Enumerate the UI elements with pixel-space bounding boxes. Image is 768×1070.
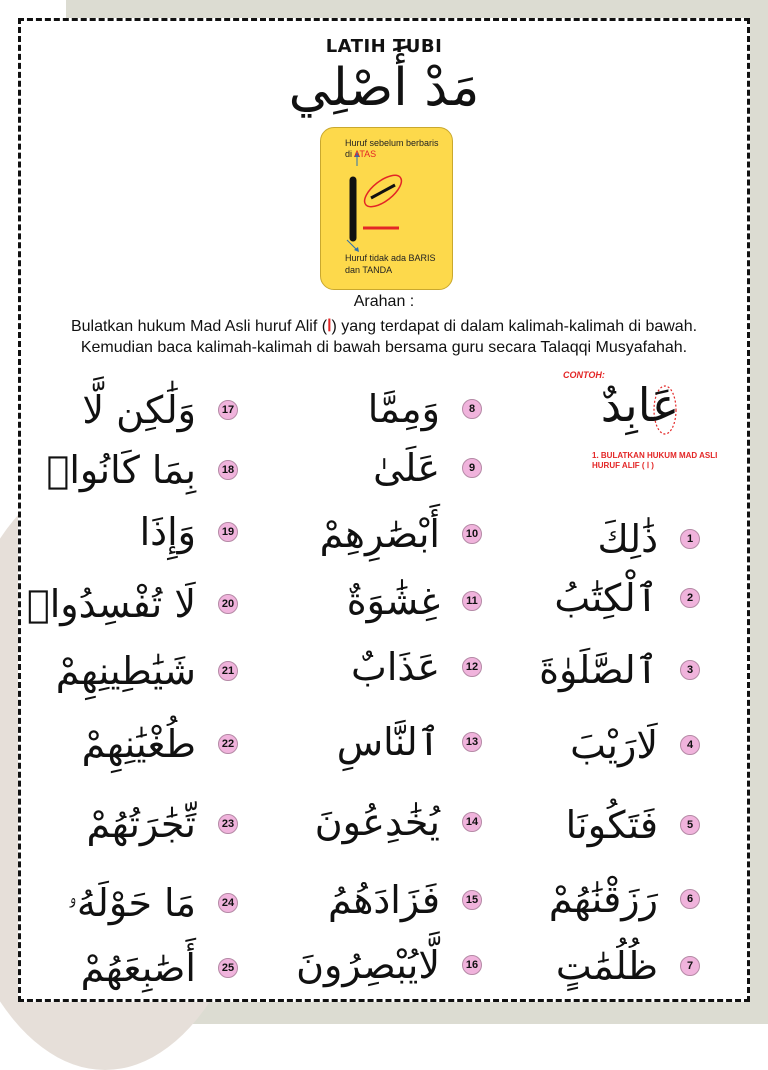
arabic-word: ظُلُمَٰتٍ — [555, 944, 658, 988]
example-label: CONTOH: — [563, 370, 605, 380]
instructions-heading: Arahan : — [353, 293, 415, 310]
arabic-word: ٱلْكِتَٰبُ — [554, 576, 658, 620]
arabic-word: عَذَابٌ — [351, 645, 440, 689]
word-item — [50, 384, 238, 436]
number-badge: 14 — [462, 812, 482, 832]
arabic-word: لَّايُبْصِرُونَ — [296, 943, 440, 987]
arabic-word: فَزَادَهُمُ — [328, 878, 440, 922]
arabic-word: ٱلنَّاسِ — [336, 720, 440, 764]
word-item — [470, 799, 700, 851]
example-word: عَابِدٌ — [600, 378, 680, 432]
number-badge: 15 — [462, 890, 482, 910]
number-badge: 8 — [462, 399, 482, 419]
page-title: LATIH TUBI — [325, 36, 443, 57]
example-note: 1. BULATKAN HUKUM MAD ASLI HURUF ALIF ( ا ) — [592, 451, 718, 470]
word-item — [280, 442, 482, 494]
arabic-word: شَيَٰطِينِهِمْ — [55, 649, 196, 693]
word-item — [280, 939, 482, 991]
number-badge: 9 — [462, 458, 482, 478]
arabic-word: عَلَىٰ — [373, 446, 440, 490]
number-badge: 6 — [680, 889, 700, 909]
word-item — [470, 940, 700, 992]
number-badge: 3 — [680, 660, 700, 680]
number-badge: 20 — [218, 594, 238, 614]
number-badge: 24 — [218, 893, 238, 913]
diagram-top-label: Huruf sebelum berbaris di ATAS — [345, 138, 439, 159]
word-item — [470, 572, 700, 624]
word-item — [50, 798, 238, 850]
number-badge: 4 — [680, 735, 700, 755]
arabic-word: رَزَقْنَٰهُمْ — [548, 877, 658, 921]
arabic-word: ٱلصَّلَوٰةَ — [539, 648, 658, 692]
word-item — [470, 644, 700, 696]
number-badge: 21 — [218, 661, 238, 681]
word-item — [26, 578, 238, 630]
arabic-word: طُغْيَٰنِهِمْ — [81, 722, 196, 766]
word-item — [46, 444, 238, 496]
arabic-word: وَإِذَا — [139, 510, 196, 554]
number-badge: 13 — [462, 732, 482, 752]
number-badge: 11 — [462, 591, 482, 611]
word-item — [470, 513, 700, 565]
number-badge: 1 — [680, 529, 700, 549]
word-item — [50, 877, 238, 929]
diagram-bottom-label: Huruf tidak ada BARIS dan TANDA — [345, 253, 436, 275]
number-badge: 16 — [462, 955, 482, 975]
instructions-line-2: Kemudian baca kalimah-kalimah di bawah bersama guru secara Talaqqi Musyafahah. — [80, 339, 688, 356]
number-badge: 22 — [218, 734, 238, 754]
arabic-word: وَلَٰكِن لَّا — [82, 388, 196, 432]
arabic-word: بِمَا كَانُوا۟ — [46, 448, 196, 492]
number-badge: 10 — [462, 524, 482, 544]
number-badge: 18 — [218, 460, 238, 480]
alif-highlight: ا — [327, 318, 332, 335]
arabic-word: لَا تُفْسِدُوا۟ — [26, 582, 196, 626]
word-item — [470, 719, 700, 771]
word-item — [280, 575, 482, 627]
arabic-word: تِّجَٰرَتُهُمْ — [86, 802, 196, 846]
word-item — [470, 873, 700, 925]
arabic-word: أَصَٰبِعَهُمْ — [80, 946, 196, 990]
arabic-title: مَدْ أَصْلِي — [288, 58, 480, 118]
instructions-line-1: Bulatkan hukum Mad Asli huruf Alif (ا) yang terdapat di dalam kalimah-kalimah di bawah. — [70, 318, 698, 335]
number-badge: 25 — [218, 958, 238, 978]
word-item — [280, 716, 482, 768]
number-badge: 23 — [218, 814, 238, 834]
word-item — [280, 874, 482, 926]
word-item — [50, 645, 238, 697]
word-item — [280, 508, 482, 560]
number-badge: 12 — [462, 657, 482, 677]
arabic-word: يُخَٰدِعُونَ — [314, 800, 440, 844]
word-item — [50, 506, 238, 558]
word-item — [280, 641, 482, 693]
arabic-word: أَبْصَٰرِهِمْ — [319, 512, 440, 556]
word-item — [50, 942, 238, 994]
number-badge: 5 — [680, 815, 700, 835]
word-item — [50, 718, 238, 770]
number-badge: 2 — [680, 588, 700, 608]
arabic-word: لَارَيْبَ — [570, 723, 658, 767]
arabic-word: وَمِمَّا — [367, 387, 440, 431]
mad-asli-diagram-card — [320, 127, 453, 290]
number-badge: 7 — [680, 956, 700, 976]
arabic-word: غِشَٰوَةٌ — [346, 579, 440, 623]
word-item — [280, 796, 482, 848]
number-badge: 17 — [218, 400, 238, 420]
number-badge: 19 — [218, 522, 238, 542]
arabic-word: فَتَكُونَا — [565, 803, 658, 847]
arabic-word: ذَٰلِكَ — [597, 517, 658, 561]
word-item — [280, 383, 482, 435]
arabic-word: مَا حَوْلَهُۥ — [67, 881, 196, 925]
